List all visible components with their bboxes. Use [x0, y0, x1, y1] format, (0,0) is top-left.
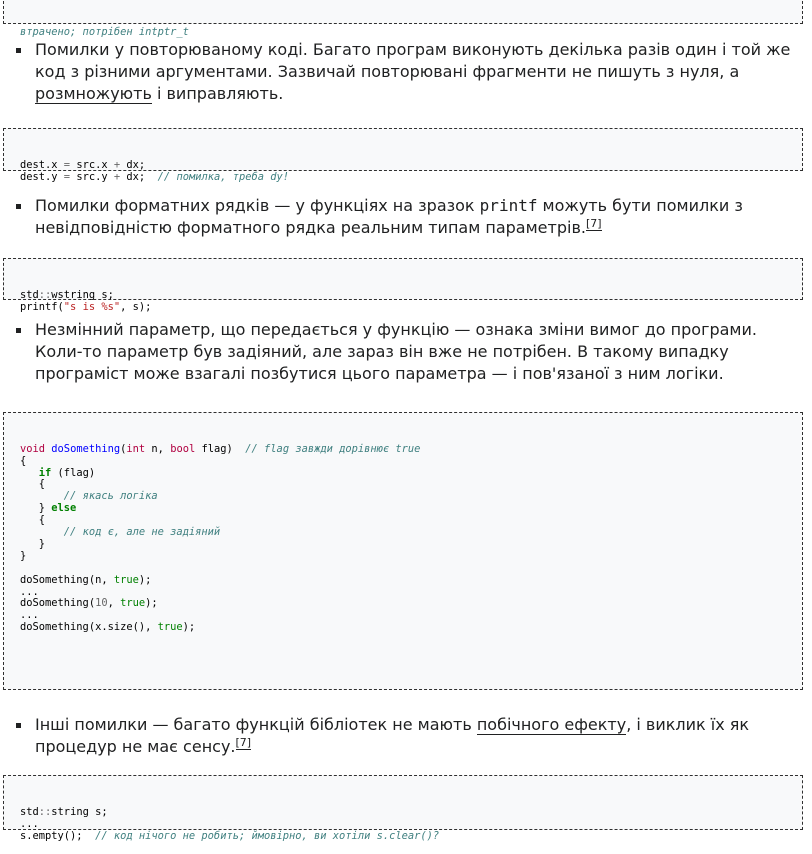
code-line: // якась логіка [63, 490, 158, 503]
code-line: } [20, 549, 27, 562]
bullet-icon [16, 723, 21, 728]
code-line: { [20, 454, 27, 467]
list-item-format-strings: Помилки форматних рядків — у функціях на зразок printf можуть бути помилки з невідповідністю форматного рядка реальним типам параметрів.[7] [35, 195, 805, 239]
code-block-4 [3, 775, 803, 842]
bullet-icon [16, 204, 21, 209]
code-line: doSomething(x.size(), true); [20, 621, 196, 634]
code-line: ... [20, 585, 39, 598]
bullet-icon [16, 48, 21, 53]
code-line: } else [20, 502, 77, 515]
code-line: // код є, але не задіяний [63, 526, 221, 539]
code-line: dest.y = src.y + dx; // помилка, треба dy! [20, 170, 290, 183]
bullet-icon [16, 328, 21, 333]
code-line: doSomething(n, true); [20, 573, 152, 586]
code-block-1 [3, 128, 803, 183]
link-rozmnozhuiut[interactable]: розмножують [35, 84, 152, 103]
code-block-3 [3, 412, 803, 690]
reference-link[interactable]: [7] [585, 216, 602, 230]
code-line: втрачено; потрібен intptr_t [20, 25, 189, 38]
code-line: ... [20, 817, 39, 830]
code-block-2 [3, 258, 803, 313]
code-block-0 [3, 0, 803, 38]
code-line: void doSomething(int n, bool flag) // flag завжди дорівнює true [20, 442, 421, 455]
code-line: s.empty(); // код нічого не робить; ймовірно, ви хотіли s.clear()? [20, 829, 440, 842]
code-line: ... [20, 609, 39, 622]
code-line: { [20, 478, 46, 491]
code-line: doSomething(10, true); [20, 597, 158, 610]
reference-link[interactable]: [7] [235, 735, 252, 749]
list-item-unchanged-parameter: Незмінний параметр, що передається у функцію — ознака зміни вимог до програми. Коли-то параметр був задіяний, але зараз він вже не потрібен. В такому випадку програміст може взагалі позбутися цього параметра — і пов'язаної з ним логіки. [35, 319, 805, 385]
link-side-effect[interactable]: побічного ефекту [476, 715, 627, 734]
list-item-repeated-code: Помилки у повторюваному коді. Багато програм виконують декілька разів один і той же код з різними аргументами. Зазвичай повторювані фрагменти не пишуть з нуля, а розмножують і виправляють. [35, 39, 805, 105]
inline-code-printf: printf [479, 196, 538, 215]
code-line: std::string s; [20, 805, 108, 818]
list-item-other-errors: Інші помилки — багато функцій бібліотек не мають побічного ефекту, і виклик їх як процедур не має сенсу.[7] [35, 714, 805, 758]
code-line: { [20, 514, 46, 527]
code-line: } [20, 537, 46, 550]
code-line: dest.x = src.x + dx; [20, 158, 146, 171]
code-line: printf("s is %s", s); [20, 300, 152, 313]
code-line: std::wstring s; [20, 288, 114, 301]
code-line: if (flag) [38, 466, 96, 479]
